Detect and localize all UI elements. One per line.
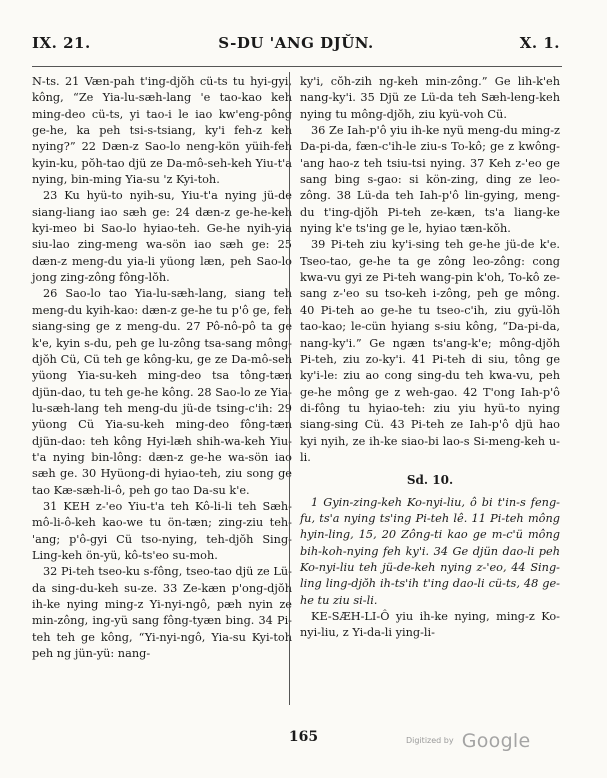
column-divider: [289, 72, 290, 705]
right-column: [300, 74, 560, 642]
google-watermark: [406, 730, 531, 754]
paragraph: N-ts. 21 Væn-pah t'ing-djŏh cü-ts tu hyi-gyi, kông, “Ze Yia-lu-sæh-lang 'e tao-kao keh ming-deo cü-ts, yi tao-i le iao kw'eng-pông ge-he, ka peh tsi-s-tsiang, ky'i feh-z keh nying?” 22 Dæn-z Sao-lo neng-kön yüih-feh kyin-ku, pŏh-tao djü ze Da-mô-seh-keh Yiu-t'a nying, bin-ming Yia-su 'z Kyi-toh.: [32, 75, 292, 187]
paragraph: 26 Sao-lo tao Yia-lu-sæh-lang, siang teh meng-du kyih-kao: dæn-z ge-he tu p'ô ge, feh siang-sing ge z meng-du. 27 Pô-nô-pô ta ge k'e, kyin s-du, peh ge lu-zông tsa-sang mông-djŏh Cü, Cü teh ge kông-ku, ge ze Da-mô-seh yüong Yia-su-keh ming-deo tsa tông-tæn djün-dao, tu teh ge-he kông. 28 Sao-lo ze Yia-lu-sæh-lang teh meng-du jü-de tsing-c'ih: 29 yüong Cü Yia-su-keh ming-deo fông-tæn djün-dao: teh kông Hyi-læh shih-wa-keh Yiu-t'a nying bin-lông: dæn-z ge-he wa-sön iao sæh ge. 30 Hyüong-di hyiao-teh, ziu song ge tao Kæ-sæh-li-ô, peh go tao Da-su k'e.: [32, 287, 292, 497]
chapter-left: IX. 21.: [32, 34, 91, 52]
paragraph: KE-SÆH-LI-Ô yiu ih-ke nying, ming-z Ko-nyi-liu, z Yi-da-li ying-li-: [300, 610, 560, 640]
running-title: S-DU 'ANG DJŬN.: [218, 34, 374, 52]
google-logo: Google: [461, 730, 531, 752]
paragraph: 36 Ze Iah-p'ô yiu ih-ke nyü meng-du ming-z Da-pi-da, fæn-c'ih-le ziu-s To-kô; ge z kwông-'ang hao-z teh tsiu-tsi nying. 37 Keh z-'eo ge sang bing s-gao: si kön-zing, ding ze leo-zông. 38 Lü-da teh Iah-p'ô lin-gying, meng-du t'ing-djŏh Pi-teh ze-kæn, ts'a liang-ke nying k'e ts'ing ge le, hyiao tæn-kŏh.: [300, 124, 560, 236]
section-summary: 1 Gyin-zing-keh Ko-nyi-liu, ô bi t'in-s feng-fu, ts'a nying ts'ing Pi-teh lê. 11 Pi-teh mông hyin-ling, 15, 20 Zông-ti kao ge m-c'ü mông bih-koh-nying feh ky'i. 34 Ge djün dao-li peh Ko-nyi-liu teh jü-de-keh nying z-'eo, 44 Sing-ling ling-djŏh ih-ts'ih t'ing dao-li cü-ts, 48 ge-he tu ziu si-li.: [300, 495, 560, 607]
section-heading: Sd. 10.: [406, 473, 454, 488]
paragraph: ky'i, cŏh-zih ng-keh min-zông.” Ge lih-k'eh nang-ky'i. 35 Djü ze Lü-da teh Sæh-leng-keh nying tu mông-djŏh, ziu kyü-voh Cü.: [300, 75, 560, 121]
paragraph: 31 KEH z-'eo Yiu-t'a teh Kô-li-li teh Sæh-mô-li-ô-keh kao-we tu ön-tæn; zing-ziu teh-'ang; p'ô-gyi Cü tso-nying, teh-djŏh Sing-Ling-keh ön-yü, kô-ts'eo su-moh.: [32, 499, 292, 562]
page-number: 165: [288, 729, 319, 745]
chapter-right: X. 1.: [519, 34, 560, 52]
paragraph: 39 Pi-teh ziu ky'i-sing teh ge-he jü-de k'e. Tseo-tao, ge-he ta ge zông leo-zông: cong kwa-vu gyi ze Pi-teh wang-pin k'oh, To-kô ze-sang z-'eo su tso-keh i-zông, peh ge mông. 40 Pi-teh ao ge-he tu tseo-c'ih, ziu gyü-lŏh tao-kao; le-cün hyiang s-siu kông, “Da-pi-da, nang-ky'i.” Ge ngæn ts'ang-k'e; mông-djŏh Pi-teh, ziu zo-ky'i. 41 Pi-teh di siu, tông ge ky'i-le: ziu ao cong sing-du teh kwa-vu, peh ge-he mông ge z weh-gao. 42 T'ong Iah-p'ô di-fông tu hyiao-teh: ziu yiu hyü-to nying siang-sing Cü. 43 Pi-teh ze Iah-p'ô djü hao kyi nyih, ze ih-ke siao-bi lao-s Si-meng-keh u-li.: [300, 238, 560, 464]
paragraph: 32 Pi-teh tseo-ku s-fông, tseo-tao djü ze Lü-da sing-du-keh su-ze. 33 Ze-kæn p'ong-djŏh ih-ke nying ming-z Yi-nyi-ngô, pæh nyin ze min-zông, ing-yü sang fông-tyæn bing. 34 Pi-teh teh ge kông, “Yi-nyi-ngô, Yia-su Kyi-toh peh ng jün-yü: nang-: [32, 565, 292, 661]
header-rule: [32, 66, 562, 67]
page-header: [32, 34, 560, 58]
left-column: [32, 74, 292, 662]
digitized-by-label: Digitized by: [406, 736, 454, 745]
paragraph: 23 Ku hyü-to nyih-su, Yiu-t'a nying jü-de siang-liang iao sæh ge: 24 dæn-z ge-he-keh kyi-meo bi Sao-lo hyiao-teh. Ge-he nyih-yia siu-lao zing-meng wa-sön iao sæh ge: 25 dæn-z meng-du yia-li yüong læn, peh Sao-lo jong zing-zông fông-lŏh.: [32, 189, 292, 285]
